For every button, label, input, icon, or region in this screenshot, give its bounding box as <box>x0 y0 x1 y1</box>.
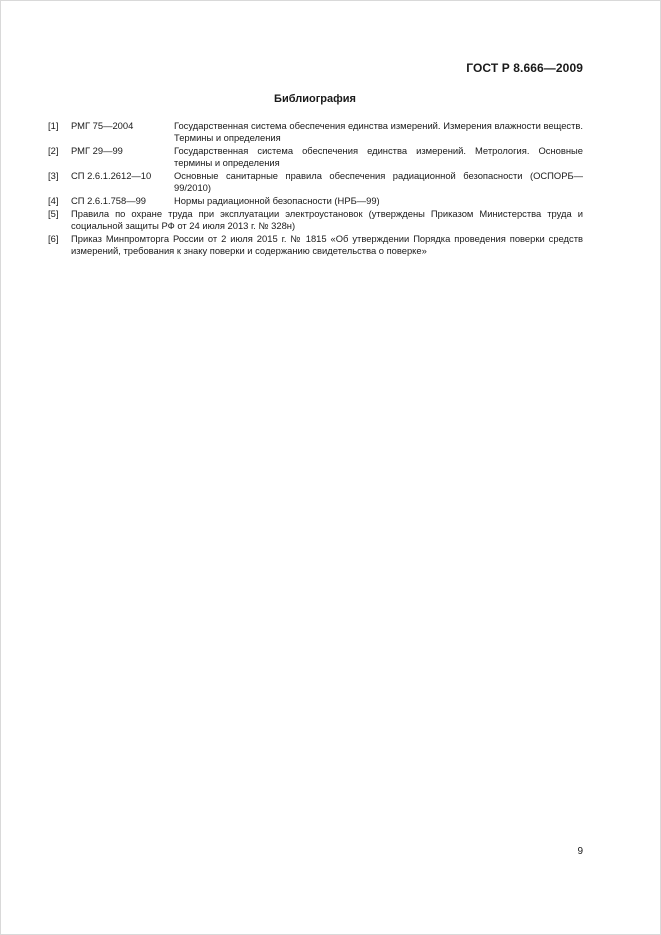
bibliography-list <box>48 120 583 258</box>
entry-text: Основные санитарные правила обеспечения радиационной безопасности (ОСПОРБ—99/2010) <box>174 170 583 194</box>
entry-code: СП 2.6.1.758—99 <box>71 195 147 207</box>
entry-text: Нормы радиационной безопасности (НРБ—99) <box>174 195 380 207</box>
bibliography-entry-3 <box>48 170 583 195</box>
entry-text: Правила по охране труда при эксплуатации электроустановок (утверждены Приказом Министерства труда и социальной защиты РФ от 24 июля 2013 г. № 328н) <box>71 208 583 232</box>
entry-number: [5] <box>48 208 59 220</box>
entry-code: РМГ 29—99 <box>71 145 123 157</box>
bibliography-entry-4 <box>48 195 583 207</box>
entry-number: [6] <box>48 233 59 245</box>
section-title: Библиография <box>274 93 356 105</box>
bibliography-entry-5 <box>48 208 583 233</box>
bibliography-entry-2 <box>48 145 583 170</box>
entry-text: Государственная система обеспечения единства измерений. Измерения влажности веществ. Термины и определения <box>174 120 583 144</box>
entry-number: [1] <box>48 120 59 131</box>
document-code: ГОСТ Р 8.666—2009 <box>466 61 583 75</box>
entry-number: [4] <box>48 195 59 207</box>
entry-number: [3] <box>48 170 59 182</box>
entry-code: РМГ 75—2004 <box>71 120 134 131</box>
bibliography-entry-1 <box>48 120 583 145</box>
entry-number: [2] <box>48 145 59 157</box>
entry-code: СП 2.6.1.2612—10 <box>71 170 152 182</box>
page-number: 9 <box>577 846 583 857</box>
bibliography-entry-6 <box>48 233 583 258</box>
entry-text: Государственная система обеспечения единства измерений. Метрология. Основные термины и определения <box>174 145 583 169</box>
entry-text: Приказ Минпромторга России от 2 июля 2015 г. № 1815 «Об утверждении Порядка проведения поверки средств измерений, требования к знаку поверки и содержанию свидетельства о поверке» <box>71 233 583 257</box>
